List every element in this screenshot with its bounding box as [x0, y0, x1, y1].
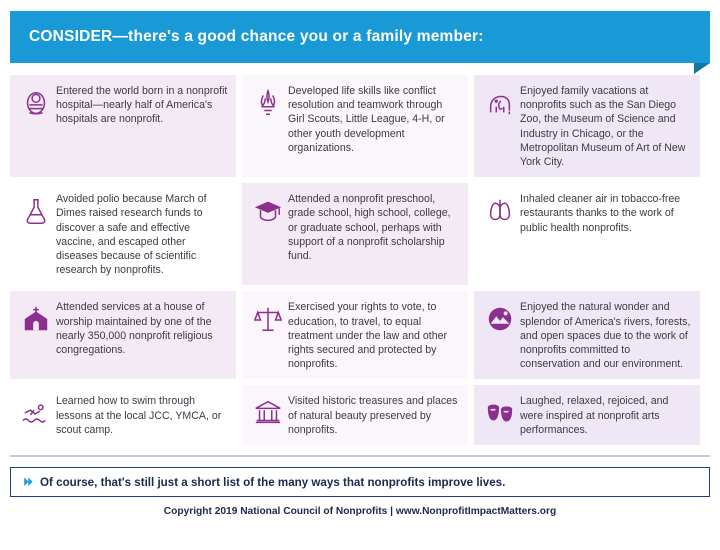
elephant-icon [480, 83, 520, 123]
list-item-text: Exercised your rights to vote, to education, to travel, to equal treatment under the law and other rights secured and protected by nonprofits. [288, 301, 448, 371]
list-item-text: Avoided polio because March of Dimes raised research funds to discover a safe and effective vaccine, and escaped other diseases because of scientific research by nonprofits. [56, 193, 207, 277]
list-item [474, 385, 700, 445]
divider [10, 455, 710, 457]
list-item [242, 385, 468, 445]
list-item [242, 183, 468, 285]
list-item-text: Developed life skills like conflict resolution and teamwork through Girl Scouts, Little League, 4-H, or other youth development organizations. [288, 85, 445, 154]
list-item-text: Attended a nonprofit preschool, grade school, high school, college, or graduate school, perhaps with support of a nonprofit scholarship fund. [288, 193, 451, 263]
footer-note-text: Of course, that's still just a short list of the many ways that nonprofits improve lives. [40, 475, 506, 489]
header-banner [10, 11, 710, 63]
list-item [10, 183, 236, 285]
list-item-text: Laughed, relaxed, rejoiced, and were inspired at nonprofit arts performances. [520, 395, 669, 436]
double-chevron-right-icon: ⏵⏵ [23, 474, 32, 489]
list-item [474, 291, 700, 379]
list-item [242, 75, 468, 177]
copyright-text: Copyright 2019 National Council of Nonprofits | www.NonprofitImpactMatters.org [163, 506, 557, 518]
list-item [474, 183, 700, 285]
list-item-text: Attended services at a house of worship maintained by one of the nearly 350,000 nonprofit religious congregations. [56, 301, 213, 357]
benefits-grid [10, 75, 710, 445]
list-item [10, 75, 236, 177]
baby-icon [16, 83, 56, 123]
mountain-landscape-icon [480, 299, 520, 339]
list-item [242, 291, 468, 379]
list-item-text: Enjoyed the natural wonder and splendor of America's rivers, forests, and open spaces due to the work of nonprofits committed to conservation and our environment. [520, 301, 691, 371]
list-item [10, 291, 236, 379]
classical-building-icon [248, 393, 288, 433]
scales-of-justice-icon [248, 299, 288, 339]
list-item-text: Inhaled cleaner air in tobacco-free restaurants thanks to the work of public health nonprofits. [520, 193, 681, 234]
banner-fold-decoration [694, 63, 710, 74]
list-item [474, 75, 700, 177]
list-item-text: Learned how to swim through lessons at the local JCC, YMCA, or scout camp. [56, 395, 222, 436]
house-of-worship-icon [16, 299, 56, 339]
list-item-text: Visited historic treasures and places of natural beauty preserved by nonprofits. [288, 395, 458, 436]
lungs-icon [480, 191, 520, 231]
list-item-text: Enjoyed family vacations at nonprofits such as the San Diego Zoo, the Museum of Science and Industry in Chicago, or the Metropolitan Museum of Art of New York City. [520, 85, 686, 169]
graduation-cap-icon [248, 191, 288, 231]
list-item-text: Entered the world born in a nonprofit hospital—nearly half of America's hospitals are nonprofit. [56, 85, 228, 126]
swimmer-icon [16, 393, 56, 433]
list-item [10, 385, 236, 445]
theater-masks-icon [480, 393, 520, 433]
flask-icon [16, 191, 56, 231]
footer-callout [10, 467, 710, 497]
fleur-de-lis-scout-icon [248, 83, 288, 123]
infographic-page [0, 11, 720, 550]
page-title: CONSIDER—there's a good chance you or a family member: [29, 28, 484, 45]
